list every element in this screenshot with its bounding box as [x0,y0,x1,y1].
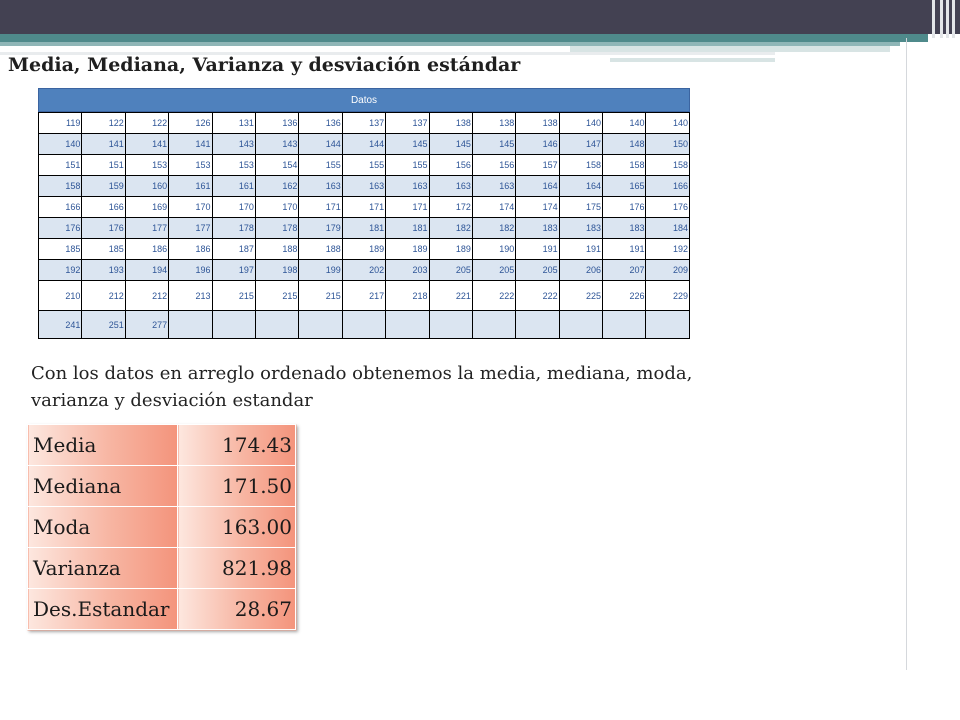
stat-value: 28.67 [178,589,296,630]
decor-stripe [940,0,943,38]
table-row [39,239,690,260]
table-cell: 277 [125,311,168,339]
datos-table-header: Datos [38,88,690,112]
table-cell: 122 [125,113,168,134]
table-cell [386,311,429,339]
table-cell: 160 [125,176,168,197]
table-cell: 206 [559,260,602,281]
table-cell: 174 [516,197,559,218]
decor-stripe [946,0,949,38]
stats-row [28,589,296,630]
table-cell: 174 [472,197,515,218]
table-row [39,176,690,197]
table-row [39,155,690,176]
table-cell: 140 [39,134,82,155]
table-cell: 187 [212,239,255,260]
table-cell: 175 [559,197,602,218]
table-cell: 226 [603,281,646,311]
table-cell [429,311,472,339]
table-cell: 145 [386,134,429,155]
table-cell: 172 [429,197,472,218]
table-cell: 191 [603,239,646,260]
table-cell: 159 [82,176,125,197]
table-cell: 181 [386,218,429,239]
table-row [39,134,690,155]
table-cell: 215 [212,281,255,311]
table-cell: 163 [299,176,342,197]
table-cell: 212 [125,281,168,311]
table-cell: 158 [559,155,602,176]
table-cell [255,311,298,339]
table-cell: 155 [386,155,429,176]
table-cell: 144 [342,134,385,155]
table-cell: 155 [299,155,342,176]
table-cell: 241 [39,311,82,339]
table-cell: 163 [342,176,385,197]
table-cell: 188 [255,239,298,260]
table-cell: 126 [169,113,212,134]
table-cell [472,311,515,339]
table-cell: 131 [212,113,255,134]
stat-value: 171.50 [178,466,296,507]
table-cell: 207 [603,260,646,281]
table-cell: 210 [39,281,82,311]
table-cell: 188 [299,239,342,260]
datos-table-container [38,88,690,339]
table-cell: 141 [169,134,212,155]
table-cell: 137 [342,113,385,134]
decor-vertical-line [906,38,907,670]
table-row [39,218,690,239]
table-cell: 137 [386,113,429,134]
table-cell: 140 [646,113,690,134]
table-cell: 191 [516,239,559,260]
table-cell: 170 [255,197,298,218]
table-cell: 191 [559,239,602,260]
table-cell: 158 [603,155,646,176]
table-cell: 192 [39,260,82,281]
table-cell: 141 [82,134,125,155]
slide-title: Media, Mediana, Varianza y desviación estándar [8,54,521,76]
table-cell: 215 [255,281,298,311]
table-cell: 158 [39,176,82,197]
table-cell: 156 [472,155,515,176]
table-cell: 189 [429,239,472,260]
table-cell: 218 [386,281,429,311]
table-cell [169,311,212,339]
table-cell: 145 [429,134,472,155]
table-row [39,260,690,281]
decor-bar-small [610,58,775,62]
stat-value: 821.98 [178,548,296,589]
table-cell: 221 [429,281,472,311]
table-cell: 198 [255,260,298,281]
table-cell [646,311,690,339]
table-cell: 186 [169,239,212,260]
table-cell: 138 [516,113,559,134]
table-cell: 215 [299,281,342,311]
table-cell: 176 [82,218,125,239]
table-cell: 199 [299,260,342,281]
table-cell: 157 [516,155,559,176]
table-row [39,281,690,311]
table-cell: 197 [212,260,255,281]
table-cell [603,311,646,339]
table-cell [516,311,559,339]
table-cell: 205 [429,260,472,281]
table-cell: 163 [386,176,429,197]
table-cell: 154 [255,155,298,176]
table-cell: 153 [125,155,168,176]
table-cell: 144 [299,134,342,155]
table-cell: 166 [39,197,82,218]
table-cell: 222 [472,281,515,311]
table-cell: 138 [472,113,515,134]
table-cell: 185 [82,239,125,260]
table-cell: 161 [212,176,255,197]
stats-row [28,548,296,589]
table-cell: 184 [646,218,690,239]
table-cell: 147 [559,134,602,155]
table-cell: 181 [342,218,385,239]
table-cell: 192 [646,239,690,260]
table-cell: 148 [603,134,646,155]
table-cell: 182 [472,218,515,239]
table-cell: 196 [169,260,212,281]
table-cell: 189 [386,239,429,260]
table-cell: 143 [255,134,298,155]
table-cell: 164 [559,176,602,197]
table-cell: 194 [125,260,168,281]
table-cell: 251 [82,311,125,339]
table-cell: 153 [169,155,212,176]
table-cell: 179 [299,218,342,239]
table-cell: 202 [342,260,385,281]
table-row [39,197,690,218]
stat-label: Des.Estandar [28,589,178,630]
table-cell: 225 [559,281,602,311]
table-cell: 136 [255,113,298,134]
table-cell: 170 [169,197,212,218]
table-cell: 178 [255,218,298,239]
table-cell: 146 [516,134,559,155]
table-cell: 166 [646,176,690,197]
table-cell [212,311,255,339]
stat-label: Media [28,425,178,466]
description-text: Con los datos en arreglo ordenado obtenemos la media, mediana, moda, varianza y desviación estandar [31,363,693,411]
table-cell: 170 [212,197,255,218]
table-cell: 222 [516,281,559,311]
stats-row [28,466,296,507]
table-cell: 186 [125,239,168,260]
table-cell: 138 [429,113,472,134]
table-cell: 145 [472,134,515,155]
datos-table [38,112,690,339]
stat-value: 163.00 [178,507,296,548]
stat-label: Moda [28,507,178,548]
table-cell: 163 [472,176,515,197]
table-cell: 212 [82,281,125,311]
table-cell: 151 [39,155,82,176]
table-cell: 205 [516,260,559,281]
top-banner [0,0,960,34]
table-cell: 209 [646,260,690,281]
table-cell: 177 [169,218,212,239]
decor-stripe [952,0,955,38]
table-cell: 176 [39,218,82,239]
table-cell: 164 [516,176,559,197]
table-cell [299,311,342,339]
table-cell: 177 [125,218,168,239]
stats-row [28,425,296,466]
table-cell: 189 [342,239,385,260]
table-cell: 182 [429,218,472,239]
table-cell: 203 [386,260,429,281]
table-cell: 165 [603,176,646,197]
table-cell: 156 [429,155,472,176]
stat-label: Mediana [28,466,178,507]
table-cell: 217 [342,281,385,311]
table-cell: 136 [299,113,342,134]
table-cell: 171 [386,197,429,218]
table-cell: 151 [82,155,125,176]
top-accent-bar [0,34,928,42]
table-cell: 229 [646,281,690,311]
table-cell: 163 [429,176,472,197]
table-cell: 161 [169,176,212,197]
table-cell: 171 [299,197,342,218]
table-cell: 193 [82,260,125,281]
table-cell [559,311,602,339]
table-cell: 185 [39,239,82,260]
table-cell: 119 [39,113,82,134]
table-cell: 213 [169,281,212,311]
table-cell: 178 [212,218,255,239]
table-cell: 140 [603,113,646,134]
stats-table-container [27,424,296,630]
table-cell: 166 [82,197,125,218]
table-row [39,311,690,339]
table-cell: 141 [125,134,168,155]
table-cell: 140 [559,113,602,134]
table-cell: 205 [472,260,515,281]
table-cell: 155 [342,155,385,176]
table-cell: 162 [255,176,298,197]
table-cell: 158 [646,155,690,176]
table-cell: 153 [212,155,255,176]
table-cell: 176 [646,197,690,218]
table-cell: 143 [212,134,255,155]
table-cell: 190 [472,239,515,260]
table-cell: 183 [516,218,559,239]
table-cell [342,311,385,339]
decor-stripe [932,0,935,38]
table-row [39,113,690,134]
table-cell: 183 [603,218,646,239]
stats-row [28,507,296,548]
table-cell: 176 [603,197,646,218]
stat-label: Varianza [28,548,178,589]
table-cell: 122 [82,113,125,134]
stat-value: 174.43 [178,425,296,466]
table-cell: 150 [646,134,690,155]
table-cell: 169 [125,197,168,218]
table-cell: 171 [342,197,385,218]
stats-table [27,424,296,630]
table-cell: 183 [559,218,602,239]
